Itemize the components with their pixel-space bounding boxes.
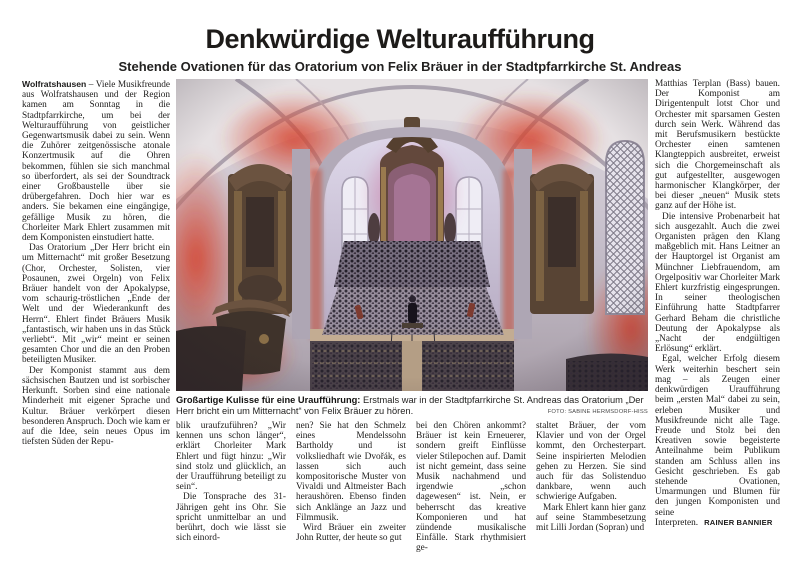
paragraph-text: Egal, welcher Erfolg diesem Werk weiterhin beschert sein mag – als Zeugen einer denkwürdigen Uraufführung beim „ersten Mal“ dabei zu sein, erleben Musiker und Musikfreunde nicht alle Tage. Freude und Stolz bei den Kreativen sowie begeisterte Anteilnahme beim Publikum standen am Schluss allen ins Gesicht geschrieben. Es gab stehende Ovationen, Umarmungen und Blumen für den jungen Komponisten und seine Interpreten.: [655, 354, 780, 528]
paragraph: bei den Chören ankommt? Bräuer ist kein Erneuerer, sondern greift Einflüsse vieler Stilepochen auf. Damit ist nicht gemeint, dass seine Musik nachahmend und irgendwie „schon dagewesen“ ist. Nein, er beherrscht das kreative Komponieren und hat zündende musikalische Einfälle. Stark rhythmisiert ge-: [416, 421, 526, 554]
paragraph-lead: [22, 79, 170, 243]
article-column-5: [536, 421, 646, 561]
masthead: [0, 24, 800, 74]
subheadline: Stehende Ovationen für das Oratorium von Felix Bräuer in der Stadtpfarrkirche St. Andreas: [118, 59, 682, 74]
article-column-2: [176, 421, 286, 561]
paragraph: Wird Bräuer ein zweiter John Rutter, der heute so gut: [296, 523, 406, 544]
paragraph: Die Tonsprache des 31-Jährigen geht ins Ohr. Sie spricht unmittelbar an und berührt, doch wie lässt sie sich einord-: [176, 492, 286, 544]
paragraph: Die intensive Probenarbeit hat sich ausgezahlt. Auch die zwei Organisten prägen den Klang maßgeblich mit. Hans Leitner an der Hauptorgel ist Organist am Münchner Liebfrauendom, am Orgelpositiv war Chorleiter Mark Ehlert kurzfristig eingesprungen. In seiner theologischen Einführung hatte Stadtpfarrer Gerhard Beham die christliche Deutung der Apokalypse als „Nacht der endgültigen Erlösung“ erklärt.: [655, 211, 780, 355]
paragraph: Das Oratorium „Der Herr bricht ein um Mitternacht“ mit großer Besetzung (Chor, Orchester, Solisten, vier Posaunen, zwei Orgeln) von Felix Bräuer handelt von der Apokalypse, vom schaurig-tröstlichen „Ende der Welt und der Wiederankunft des Herrn“. Ehlert findet Bräuers Musik „fantastisch, wir haben uns in das Stück verliebt“. Mit „wir“ meint er seinen gesamten Chor und die an den Proben beteiligten Musiker.: [22, 243, 170, 366]
article-column-1: [22, 79, 170, 541]
church-interior-illustration: [176, 79, 648, 391]
article-column-3: [296, 421, 406, 561]
caption-text: Erstmals war in der Stadtpfarrkirche St. Andreas das Oratorium „Der Herr bricht ein um Mitternacht“ von Felix Bräuer zu hören.: [176, 395, 644, 416]
paragraph-last: [655, 354, 780, 527]
paragraph: nen? Sie hat den Schmelz eines Mendelssohn Bartholdy und ist volksliedhaft wie Dvořák, es lassen sich auch kompositorische Muster von Vivaldi und Altmeister Bach heraushören. Ebenso finden sich Anklänge an Jazz und Filmmusik.: [296, 421, 406, 523]
paragraph: staltet Bräuer, der vom Klavier und von der Orgel kommt, den Orchesterpart. Seine inspirierten Melodien gehen zu Herzen. Sie sind auch für das Solistenduo dankbare, wenn auch schwierige Aufgaben.: [536, 421, 646, 503]
dateline: Wolfratshausen: [22, 79, 87, 89]
paragraph-text: – Viele Musikfreunde aus Wolfratshausen und der Region kamen am Sonntag in die Stadtpfarrkirche, um bei der Welturaufführung von geistlicher Gegenwartsmusik dabei zu sein. Wenn die Zuhörer zeitgenössische atonale Konzertmusik auf die Ohren bekommen, fühlen sie sich manchmal so überfordert, als sei der Soundtrack einer Großbaustelle über sie drübergefahren. Doch hier war es anders. Sie bekamen eine eingängige, gefällige Musik zu hören, die Chorleiter Mark Ehlert zusammen mit dem Komponisten einstudiert hatte.: [22, 80, 170, 244]
church-concert-photo: [176, 79, 648, 391]
photo-credit: FOTO: SABINE HERMSDORF-HISS: [547, 409, 648, 415]
paragraph: Der Komponist stammt aus dem sächsischen Bautzen und ist sorbischer Herkunft. Sorben sind eine nationale Minderheit mit eigener Sprache und Kultur. Bräuer verkörpert diesen besonderen Anspruch. Doch wie kam er auf die Idee, sein neues Opus im tiefsten Süden der Repu-: [22, 365, 170, 448]
article-column-6: [655, 79, 780, 551]
article-bottom-columns: [176, 421, 648, 561]
article-column-4: [416, 421, 526, 561]
author-byline: RAINER BANNIER: [704, 517, 773, 527]
paragraph: Matthias Terplan (Bass) bauen. Der Komponist am Dirigentenpult lotst Chor und Orchester mit sparsamen Gesten durch sein Werk. Während das mit Berufsmusikern bestückte Orchester einen samtenen Klangteppich ausbreitet, erweist sich die Chorgemeinschaft als gut aufgestellter, ausgewogen harmonischer Klangkörper, der bei dieser „neuen“ Musik stets ganz auf der Höhe ist.: [655, 79, 780, 212]
photo-caption: [176, 395, 648, 417]
paragraph: blik uraufzuführen? „Wir kennen uns schon länger“, erklärt Chorleiter Mark Ehlert und fügt hinzu: „Wir sind stolz und glücklich, an der Uraufführung beteiligt zu sein“.: [176, 421, 286, 493]
caption-lead: Großartige Kulisse für eine Uraufführung:: [176, 395, 361, 405]
paragraph: Mark Ehlert kann hier ganz auf seine Stammbesetzung mit Lilli Jordan (Sopran) und: [536, 502, 646, 534]
headline: Denkwürdige Welturaufführung: [205, 24, 595, 54]
